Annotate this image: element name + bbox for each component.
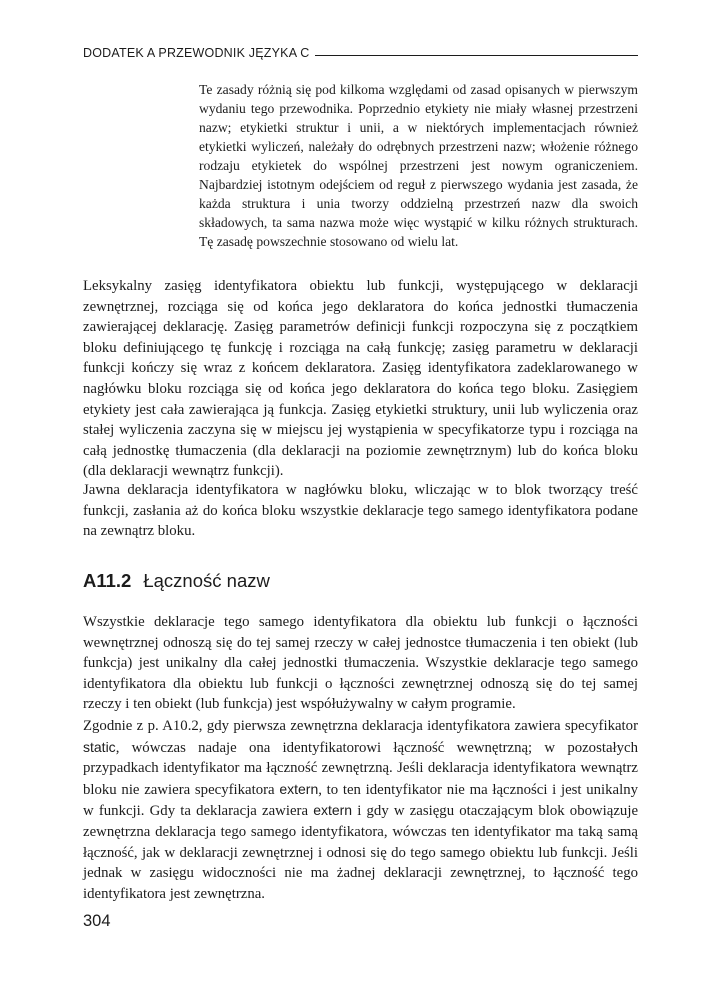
keyword-extern: extern bbox=[313, 802, 353, 819]
running-header-title: DODATEK A PRZEWODNIK JĘZYKA C bbox=[83, 46, 310, 60]
text-run: i gdy w zasięgu otaczającym blok obowiązuje zewnętrzna deklaracja tego samego identyfikatora, wówczas ten identyfikator ma taką samą łączność, jak w deklaracji zewnętrznej i odnosi się do tego samego obiektu lub funkcji. Jeśli jednak w zasięgu widoczności nie ma żadnej deklaracji zewnętrznej, to łączność tego identyfikatora jest zewnętrzna. bbox=[83, 803, 639, 902]
keyword-static: static bbox=[83, 738, 116, 755]
section-title: Łączność nazw bbox=[143, 570, 270, 591]
body-paragraph-linkage: Wszystkie deklaracje tego samego identyfikatora dla obiektu lub funkcji o łączności wewnętrznej odnoszą się do tej samej rzeczy w całej jednostce tłumaczenia i ten obiekt (lub funkcja) jest unikalny dla całej jednostki tłumaczenia. Wszystkie deklaracje tego samego identyfikatora dla obiektu lub funkcji o łączności zewnętrznej odnoszą się do tej samej rzeczy i ten obiekt (lub funkcja) jest współużywalny w całym programie. bbox=[83, 614, 638, 713]
body-paragraph-rules bbox=[83, 716, 638, 904]
note-block: Te zasady różnią się pod kilkoma względami od zasad opisanych w pierwszym wydaniu tego przewodnika. Poprzednio etykiety nie miały własnej przestrzeni nazw; etykietki struktur i unii, a w niektórych implementacjach również etykietki wyliczeń, należały do odrębnych przestrzeni nazw; włożenie różnego rodzaju etykietek do wspólnej przestrzeni jest nowym ograniczeniem. Najbardziej istotnym odejściem od reguł z pierwszego wydania jest zasada, że każda struktura i unia tworzy oddzielną przestrzeń nazw dla swoich składowych, ta sama nazwa może więc wystąpić w kilku różnych strukturach. Tę zasadę powszechnie stosowano od wielu lat. bbox=[199, 82, 638, 249]
header-rule bbox=[315, 55, 638, 56]
section-heading bbox=[83, 570, 270, 592]
text-run: , wówczas nadaje ona identyfikatorowi łączność wewnętrzną; w pozostałych przypadkach identyfikator ma łączność zewnętrzną. Jeśli deklaracja identyfikatora wewnątrz bloku nie zawiera specyfikatora bbox=[83, 739, 638, 798]
body-paragraph-hiding: Jawna deklaracja identyfikatora w nagłówku bloku, wliczając w to blok tworzący treść funkcji, zasłania aż do końca bloku wszystkie deklaracje tego samego identyfikatora podane na zewnątrz bloku. bbox=[83, 482, 638, 540]
text-run: Zgodnie z p. A10.2, gdy pierwsza zewnętrzna deklaracja identyfikatora zawiera specyfikator bbox=[83, 718, 638, 734]
keyword-extern: extern bbox=[279, 780, 319, 797]
running-header bbox=[83, 46, 638, 60]
body-paragraph-scope: Leksykalny zasięg identyfikatora obiektu lub funkcji, występującego w deklaracji zewnętrznej, rozciąga się od końca jego deklaratora do końca jednostki tłumaczenia zawierającej deklarację. Zasięg parametrów definicji funkcji rozpoczyna się z początkiem bloku definiującego tę funkcję i rozciąga na całą funkcję; zasięg parametru w deklaracji funkcji kończy się wraz z końcem deklaratora. Zasięg identyfikatora zadeklarowanego w nagłówku bloku rozciąga się od końca jego deklaratora do końca tego bloku. Zasięgiem etykiety jest cała zawierająca ją funkcja. Zasięg etykietki struktury, unii lub wyliczenia oraz stałej wyliczenia zaczyna się w miejscu jej wystąpienia w specyfikatorze typu i rozciąga na całą jednostkę tłumaczenia (dla deklaracji na poziomie zewnętrznym) lub do końca bloku (dla deklaracji wewnątrz funkcji). bbox=[83, 278, 638, 480]
section-number: A11.2 bbox=[83, 570, 132, 591]
page-number: 304 bbox=[83, 912, 111, 930]
text-run: , to ten identyfikator nie ma łączności i jest unikalny w funkcji. Gdy ta deklaracja zawiera bbox=[83, 781, 638, 820]
